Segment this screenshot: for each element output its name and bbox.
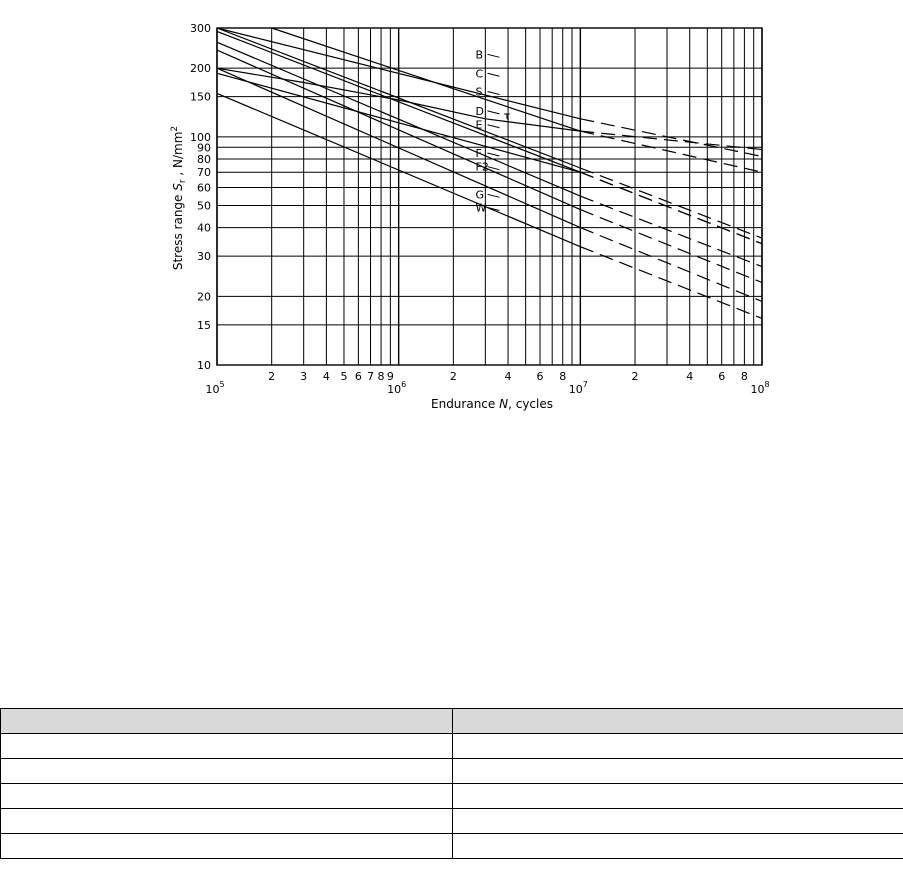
curve-label-F2: F2 (475, 160, 489, 174)
x-major-tick-label: $10^8$ (750, 380, 770, 396)
table-row (1, 759, 903, 784)
curve-label-G: G (475, 188, 485, 202)
curve-label-D: D (475, 104, 484, 118)
table-cell (1, 834, 453, 859)
table-cell (453, 784, 903, 809)
y-tick-label: 50 (197, 199, 211, 213)
x-major-tick-label: $10^5$ (205, 380, 225, 396)
curve-label-E: E (475, 118, 483, 132)
y-tick-label: 40 (197, 221, 211, 235)
blank-table (0, 708, 903, 859)
curve-label-leader (488, 92, 500, 95)
curve-label-leader (488, 125, 500, 128)
sn-curve-chart (0, 0, 903, 420)
table-cell (1, 784, 453, 809)
table-cell (1, 759, 453, 784)
chart-grid (217, 28, 762, 365)
x-tick-label: 4 (686, 370, 694, 383)
y-tick-label: 30 (197, 250, 211, 264)
y-tick-label: 200 (190, 62, 211, 76)
x-tick-label: 2 (268, 370, 276, 383)
y-tick-label: 90 (197, 141, 211, 155)
curve-label-W: W (475, 201, 487, 215)
x-tick-label: 5 (340, 370, 348, 383)
y-tick-label: 80 (197, 152, 211, 166)
y-tick-label: 150 (190, 90, 211, 104)
curve-label-leader (488, 54, 500, 57)
y-tick-label: 60 (197, 181, 211, 195)
plot-frame (217, 28, 762, 365)
x-tick-label: 8 (559, 370, 567, 383)
curve-label-B: B (475, 48, 484, 62)
table-cell (1, 734, 453, 759)
curve-F2-dashed (580, 210, 762, 283)
curve-label-F: F (475, 146, 482, 160)
curve-label-leader (488, 73, 500, 76)
curve-W-dashed (580, 247, 762, 319)
table-header-row (1, 709, 903, 734)
y-tick-label: 10 (197, 359, 211, 372)
x-tick-label: 6 (536, 370, 544, 383)
y-axis-title: Stress range $S_r$ , $N/mm^2$ (170, 125, 188, 271)
y-tick-label: 300 (190, 22, 211, 35)
table-cell (453, 834, 903, 859)
table-cell (453, 734, 903, 759)
y-tick-label: 20 (197, 290, 211, 304)
curve-label-C: C (475, 67, 484, 81)
curve-label-leader (488, 153, 500, 156)
x-tick-label: 2 (449, 370, 457, 383)
x-tick-label: 2 (631, 370, 639, 383)
curve-C-solid (272, 28, 581, 131)
table-cell (453, 809, 903, 834)
x-tick-label: 4 (504, 370, 512, 383)
table-row (1, 834, 903, 859)
curve-label-leader (488, 111, 500, 114)
table-cell (453, 759, 903, 784)
x-axis-ticks (205, 370, 769, 396)
table-row (1, 809, 903, 834)
x-tick-label: 4 (322, 370, 330, 383)
x-tick-label: 8 (740, 370, 748, 383)
table-cell (1, 809, 453, 834)
curve-G-dashed (580, 228, 762, 302)
y-tick-label: 15 (197, 318, 211, 332)
x-tick-label: 7 (367, 370, 375, 383)
x-major-tick-label: $10^7$ (568, 380, 588, 396)
x-tick-label: 9 (386, 370, 394, 383)
x-tick-label: 3 (300, 370, 308, 383)
x-tick-label: 6 (718, 370, 726, 383)
table-row (1, 784, 903, 809)
x-major-tick-label: $10^6$ (387, 380, 407, 396)
y-tick-label: 70 (197, 166, 211, 180)
curve-τ-dashed (580, 172, 762, 244)
table-header-cell (453, 709, 903, 734)
y-tick-label: 100 (190, 130, 211, 144)
curve-label-τ: τ (503, 109, 511, 123)
x-axis-title: Endurance N, cycles (431, 397, 553, 411)
curve-S-dashed (580, 131, 762, 149)
x-tick-label: 6 (354, 370, 362, 383)
curve-label-leader (488, 194, 500, 197)
table-row (1, 734, 903, 759)
x-tick-label: 8 (377, 370, 385, 383)
y-axis-ticks (190, 22, 211, 372)
curve-label-S: S (475, 85, 483, 99)
chart-curves (217, 28, 762, 318)
table-header-cell (1, 709, 453, 734)
